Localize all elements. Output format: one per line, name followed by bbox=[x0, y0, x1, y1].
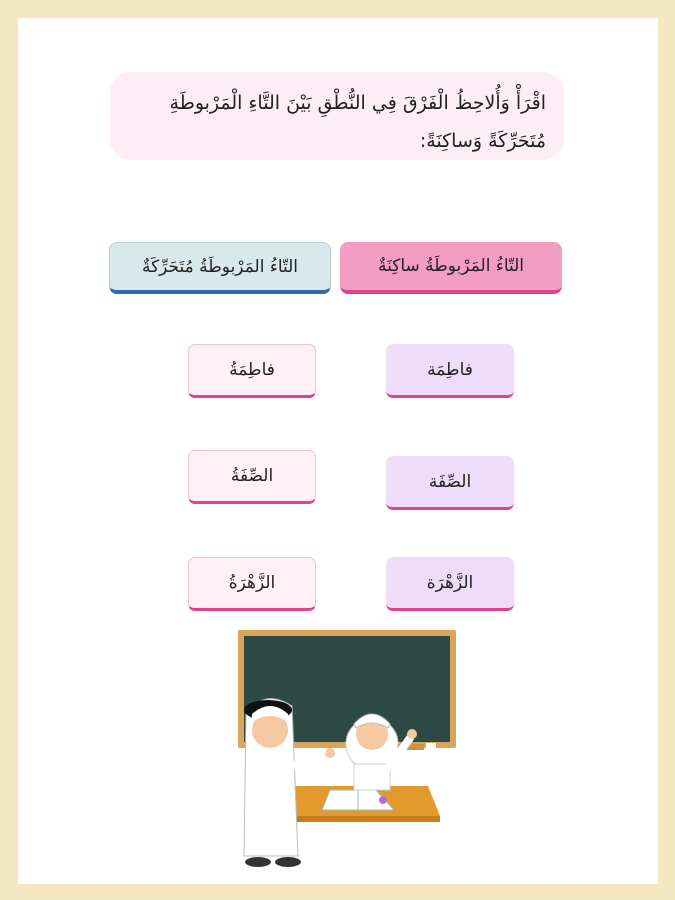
word-sakina-fatima: فاطِمَة bbox=[386, 344, 514, 398]
word-sakina-zahra: الزَّهْرَة bbox=[386, 557, 514, 611]
word-sakina-sifa: الصِّفَة bbox=[386, 456, 514, 510]
desk-icon bbox=[278, 786, 440, 822]
instruction-text: اقْرَأْ وَأُلاحِظُ الْفَرْقَ فِي النُّطْقِ بَيْنَ التَّاءِ الْمَرْبوطَةِ مُتَحَرِّكَةً وَساكِنَةً: bbox=[110, 72, 564, 160]
word-mutaharrika-sifa: الصِّفَةُ bbox=[188, 450, 316, 504]
header-sakina: التّاءُ المَرْبوطَةُ ساكِنَةٌ bbox=[340, 242, 562, 294]
word-mutaharrika-zahra: الزَّهْرَةُ bbox=[188, 557, 316, 611]
header-mutaharrika: التّاءُ المَرْبوطَةُ مُتَحَرِّكَةٌ bbox=[109, 242, 331, 294]
worksheet-page bbox=[18, 18, 658, 884]
word-mutaharrika-fatima: فاطِمَةُ bbox=[188, 344, 316, 398]
classroom-illustration bbox=[218, 626, 468, 876]
